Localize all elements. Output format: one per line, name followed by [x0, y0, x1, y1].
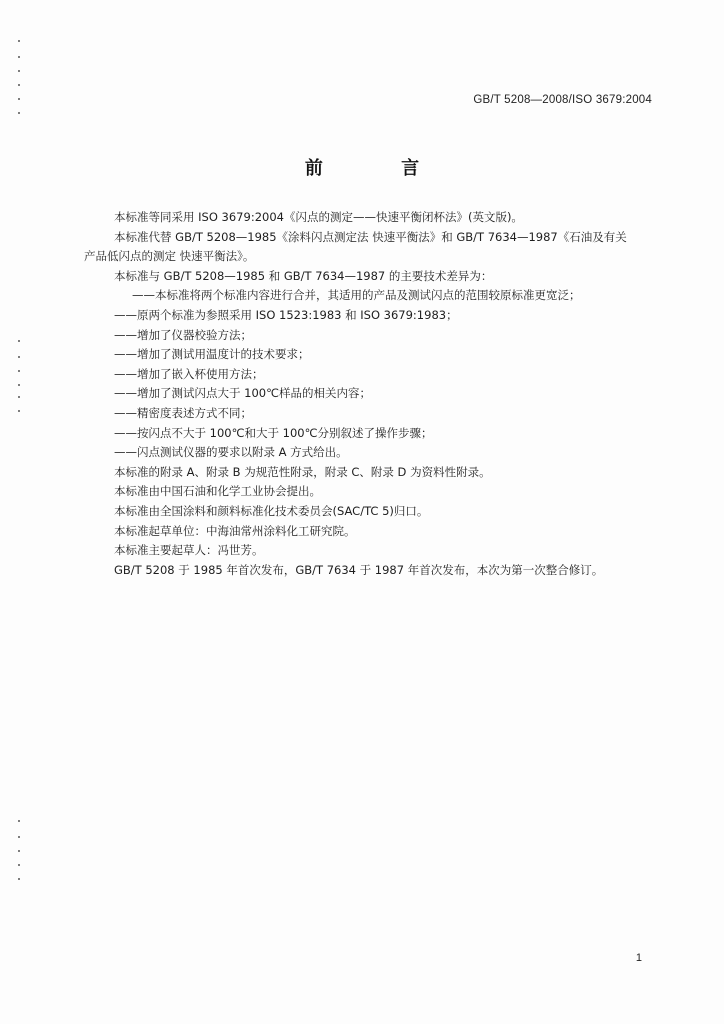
paragraph-adoption: 本标准等同采用 ISO 3679:2004《闪点的测定——快速平衡闭杯法》(英文版)。 [114, 210, 523, 224]
paragraph-technical-committee: 本标准由全国涂料和颜料标准化技术委员会(SAC/TC 5)归口。 [114, 503, 429, 518]
binding-dot [18, 864, 20, 866]
binding-dot [18, 340, 20, 342]
list-item-diff-8: ——按闪点不大于 100℃和大于 100℃分别叙述了操作步骤； [114, 425, 433, 440]
binding-dot [18, 98, 20, 100]
list-item-diff-5: ——增加了嵌入杯使用方法； [114, 366, 264, 381]
paragraph-drafting-unit: 本标准起草单位：中海油常州涂料化工研究院。 [114, 523, 356, 538]
binding-dot [18, 84, 20, 86]
binding-dot [18, 40, 20, 42]
binding-dot [18, 70, 20, 72]
paragraph-replaces-cont: 产品低闪点的测定 快速平衡法》。 [84, 249, 255, 264]
paragraph-replaces: 本标准代替 GB/T 5208—1985《涂料闪点测定法 快速平衡法》和 GB/T 7634—1987《石油及有关 [114, 229, 627, 244]
paragraph-annexes: 本标准的附录 A、附录 B 为规范性附录，附录 C、附录 D 为资料性附录。 [114, 464, 491, 479]
page-title: 前 言 [304, 158, 456, 179]
list-item-diff-4: ——增加了测试用温度计的技术要求； [114, 347, 310, 362]
list-item-diff-6: ——增加了测试闪点大于 100℃样品的相关内容； [114, 386, 372, 401]
list-item-diff-9: ——闪点测试仪器的要求以附录 A 方式给出。 [114, 445, 348, 460]
paragraph-proposed-by: 本标准由中国石油和化学工业协会提出。 [114, 484, 321, 499]
paragraph-history: GB/T 5208 于 1985 年首次发布，GB/T 7634 于 1987 年首次发布，本次为第一次整合修订。 [114, 562, 604, 577]
list-item-diff-1: ——本标准将两个标准内容进行合并，其适用的产品及测试闪点的范围较原标准更宽泛； [132, 288, 581, 303]
binding-dot [18, 878, 20, 880]
binding-dot [18, 112, 20, 114]
page-number: 1 [635, 952, 642, 964]
binding-dot [18, 384, 20, 386]
binding-dot [18, 396, 20, 398]
binding-dot [18, 820, 20, 822]
standard-number-header: GB/T 5208—2008/ISO 3679:2004 [473, 94, 652, 106]
paragraph-drafters: 本标准主要起草人：冯世芳。 [114, 543, 264, 558]
list-item-diff-2: ——原两个标准为参照采用 ISO 1523:1983 和 ISO 3679:1983； [114, 307, 458, 322]
binding-dot [18, 370, 20, 372]
binding-dot [18, 356, 20, 358]
paragraph-differences-intro: 本标准与 GB/T 5208—1985 和 GB/T 7634—1987 的主要技术差异为： [114, 268, 493, 283]
binding-dot [18, 836, 20, 838]
list-item-diff-7: ——精密度表述方式不同； [114, 405, 252, 420]
foreword-body [84, 208, 652, 580]
binding-dot [18, 410, 20, 412]
list-item-diff-3: ——增加了仪器校验方法； [114, 327, 252, 342]
binding-dot [18, 850, 20, 852]
binding-dot [18, 56, 20, 58]
